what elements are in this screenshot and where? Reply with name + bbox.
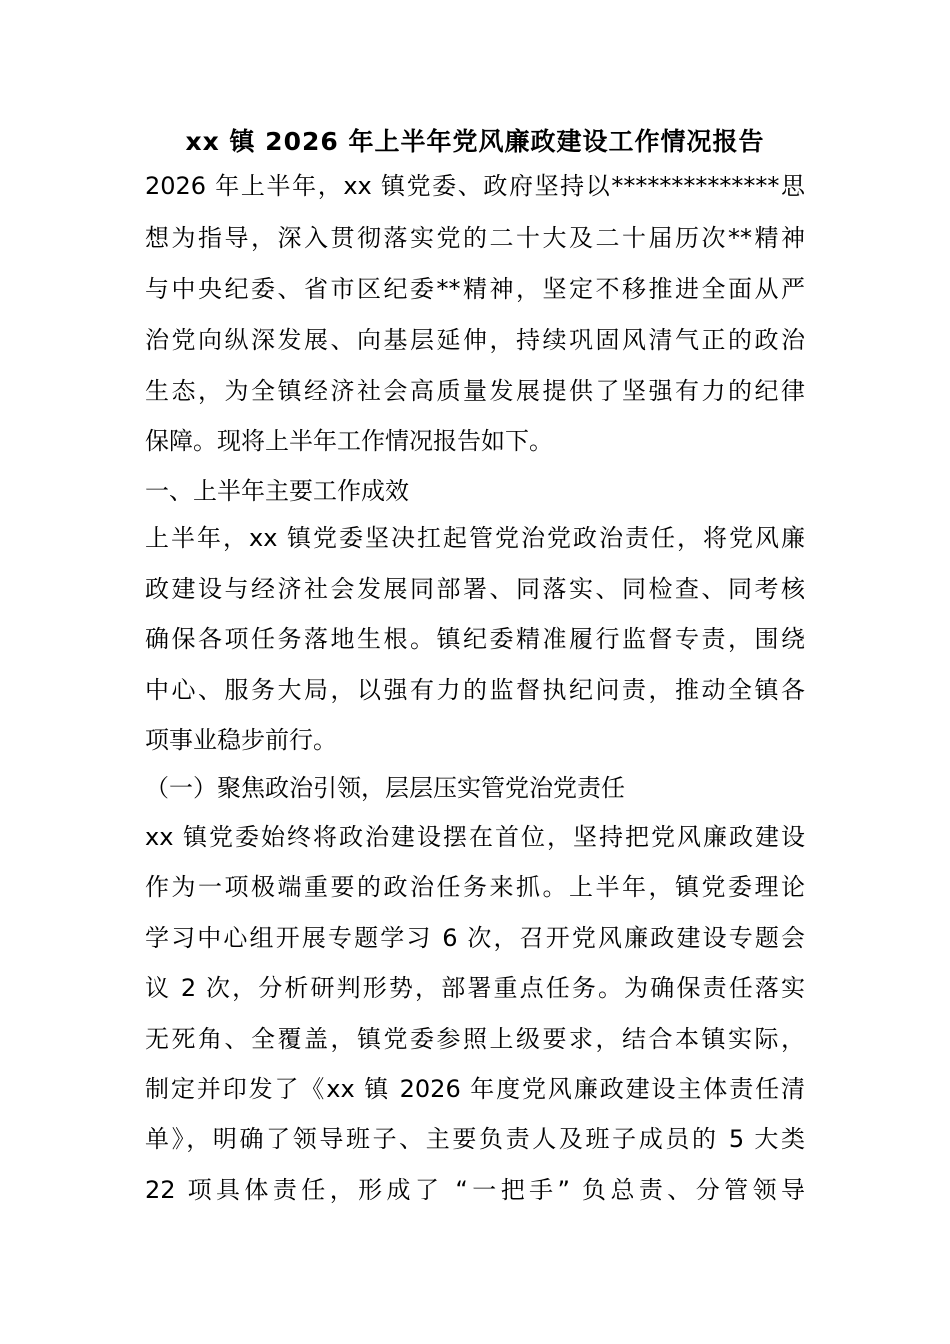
paragraph-line: 无死角、全覆盖，镇党委参照上级要求，结合本镇实际， [145,1025,805,1053]
paragraph-line: 2026 年上半年，xx 镇党委、政府坚持以**************思 [145,172,805,200]
paragraph-line: 作为一项极端重要的政治任务来抓。上半年，镇党委理论 [145,873,805,901]
paragraph-line: 中心、服务大局，以强有力的监督执纪问责，推动全镇各 [145,676,805,704]
paragraph-line: 制定并印发了《xx 镇 2026 年度党风廉政建设主体责任清 [145,1075,805,1103]
paragraph-line: 上半年，xx 镇党委坚决扛起管党治党政治责任，将党风廉 [145,524,805,552]
paragraph-line: 确保各项任务落地生根。镇纪委精准履行监督专责，围绕 [145,625,805,653]
paragraph-line: 生态，为全镇经济社会高质量发展提供了坚强有力的纪律 [145,377,805,405]
paragraph-line: 与中央纪委、省市区纪委**精神，坚定不移推进全面从严 [145,275,805,303]
paragraph-line: 政建设与经济社会发展同部署、同落实、同检查、同考核 [145,575,805,603]
paragraph-line: 治党向纵深发展、向基层延伸，持续巩固风清气正的政治 [145,326,805,354]
paragraph-line: 保障。现将上半年工作情况报告如下。 [145,427,553,455]
paragraph-line: 22 项具体责任，形成了 “一把手” 负总责、分管领导 [145,1176,805,1204]
paragraph-line: 单》，明确了领导班子、主要负责人及班子成员的 5 大类 [145,1125,805,1153]
paragraph-line: xx 镇党委始终将政治建设摆在首位，坚持把党风廉政建设 [145,823,805,851]
paragraph-line: 项事业稳步前行。 [145,726,337,754]
document-title: xx 镇 2026 年上半年党风廉政建设工作情况报告 [185,127,765,156]
section-heading: 一、上半年主要工作成效 [145,477,409,505]
paragraph-line: 议 2 次，分析研判形势，部署重点任务。为确保责任落实 [145,974,805,1002]
paragraph-line: 学习中心组开展专题学习 6 次，召开党风廉政建设专题会 [145,924,805,952]
paragraph-line: 想为指导，深入贯彻落实党的二十大及二十届历次**精神 [145,224,805,252]
subsection-heading: （一）聚焦政治引领，层层压实管党治党责任 [145,774,625,802]
